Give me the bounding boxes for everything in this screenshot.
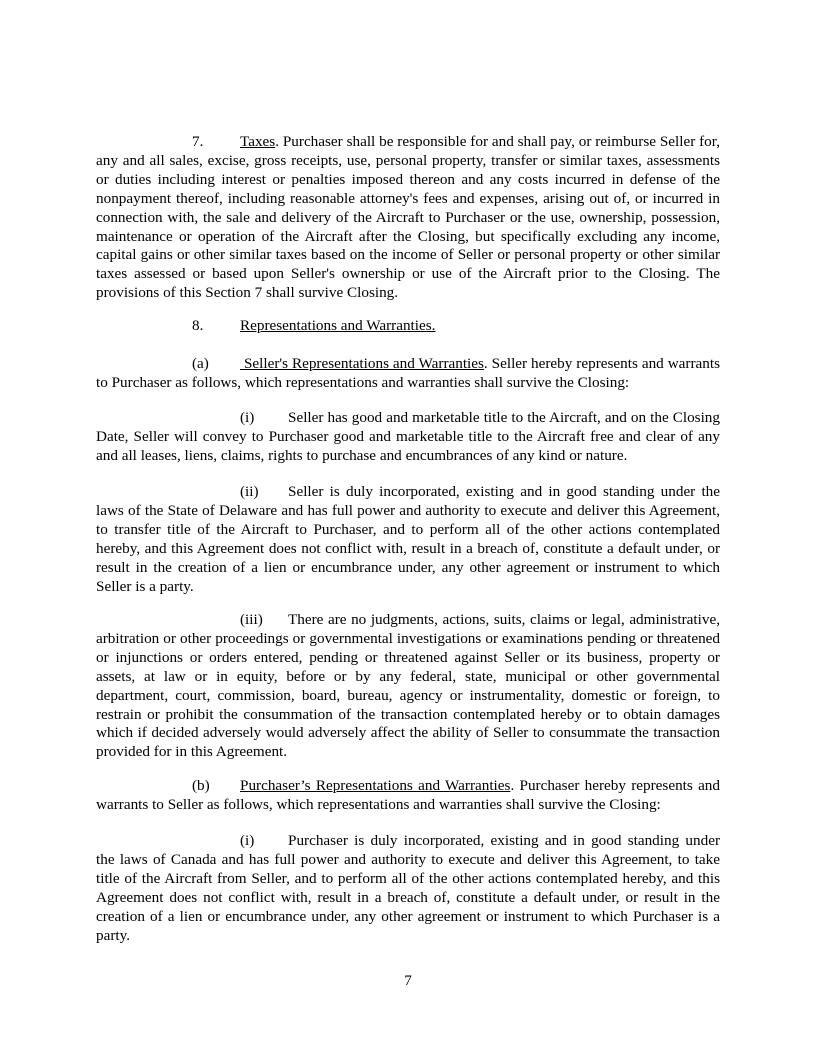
subsection-b-text: . Purchaser hereby represents and warrants to Seller as follows, which representations and warranties shall survive the Closing: bbox=[96, 777, 720, 813]
a-item-ii-label: (ii) bbox=[240, 483, 259, 500]
a-item-iii-paragraph bbox=[96, 611, 720, 762]
page-number: 7 bbox=[404, 972, 412, 989]
subsection-a-text: . Seller hereby represents and warrants to Purchaser as follows, which representations and warranties shall survive the Closing: bbox=[96, 355, 720, 391]
section-8-number: 8. bbox=[192, 317, 204, 334]
subsection-b-paragraph bbox=[96, 777, 720, 815]
section-8-heading-paragraph bbox=[96, 317, 720, 336]
b-item-i-paragraph bbox=[96, 832, 720, 945]
section-7-paragraph bbox=[96, 133, 720, 303]
b-item-i-label: (i) bbox=[240, 832, 255, 849]
a-item-iii-label: (iii) bbox=[240, 611, 263, 628]
subsection-b-label: (b) bbox=[192, 777, 210, 794]
a-item-i-label: (i) bbox=[240, 409, 255, 426]
a-item-iii-text: There are no judgments, actions, suits, claims or legal, administrative, arbitration or other proceedings or governmental investigations or examinations pending or threatened or injunctions or orders entered, pending or threatened against Seller or its business, property or assets, at law or in equity, before or by any federal, state, municipal or other governmental department, court, commission, board, bureau, agency or instrumentality, domestic or foreign, to restrain or prohibit the consummation of the transaction contemplated hereby or to obtain damages which if decided adversely would adversely affect the ability of Seller to consummate the transaction provided for in this Agreement. bbox=[96, 611, 720, 761]
a-item-ii-text: Seller is duly incorporated, existing and in good standing under the laws of the State of Delaware and has full power and authority to execute and deliver this Agreement, to transfer title of the Aircraft to Purchaser, and to perform all of the other actions contemplated hereby, and this Agreement does not conflict with, result in a breach of, constitute a default under, or result in the creation of a lien or encumbrance under, any other agreement or instrument to which Seller is a party. bbox=[96, 483, 720, 595]
section-8-heading: Representations and Warranties. bbox=[240, 317, 436, 334]
subsection-a-label: (a) bbox=[192, 355, 209, 372]
subsection-a-paragraph bbox=[96, 355, 720, 393]
section-7-number: 7. bbox=[192, 133, 204, 150]
section-7-text: . Purchaser shall be responsible for and shall pay, or reimburse Seller for, any and all sales, excise, gross receipts, use, personal property, transfer or similar taxes, assessments or duties including interest or penalties imposed thereon and any costs incurred in defense of the nonpayment thereof, including reasonable attorney's fees and expenses, arising out of, or incurred in connection with, the sale and delivery of the Aircraft to Purchaser or the use, ownership, possession, maintenance or operation of the Aircraft after the Closing, but specifically excluding any income, capital gains or other similar taxes based on the income of Seller or personal property or other similar taxes assessed or based upon Seller's ownership or use of the Aircraft prior to the Closing. The provisions of this Section 7 shall survive Closing. bbox=[96, 133, 720, 302]
a-item-i-text: Seller has good and marketable title to the Aircraft, and on the Closing Date, Seller will convey to Purchaser good and marketable title to the Aircraft free and clear of any and all leases, liens, claims, rights to purchase and encumbrances of any kind or nature. bbox=[96, 409, 720, 464]
section-7-heading: Taxes bbox=[240, 133, 276, 150]
subsection-a-heading: Seller's Representations and Warranties bbox=[240, 355, 484, 372]
a-item-ii-paragraph bbox=[96, 483, 720, 596]
b-item-i-text: Purchaser is duly incorporated, existing and in good standing under the laws of Canada and has full power and authority to execute and deliver this Agreement, to take title of the Aircraft from Seller, and to perform all of the other actions contemplated hereby, and this Agreement does not conflict with, result in a breach of, constitute a default under, or result in the creation of a lien or encumbrance under, any other agreement or instrument to which Purchaser is a party. bbox=[96, 832, 720, 944]
a-item-i-paragraph bbox=[96, 409, 720, 466]
subsection-b-heading: Purchaser’s Representations and Warranties bbox=[240, 777, 511, 794]
